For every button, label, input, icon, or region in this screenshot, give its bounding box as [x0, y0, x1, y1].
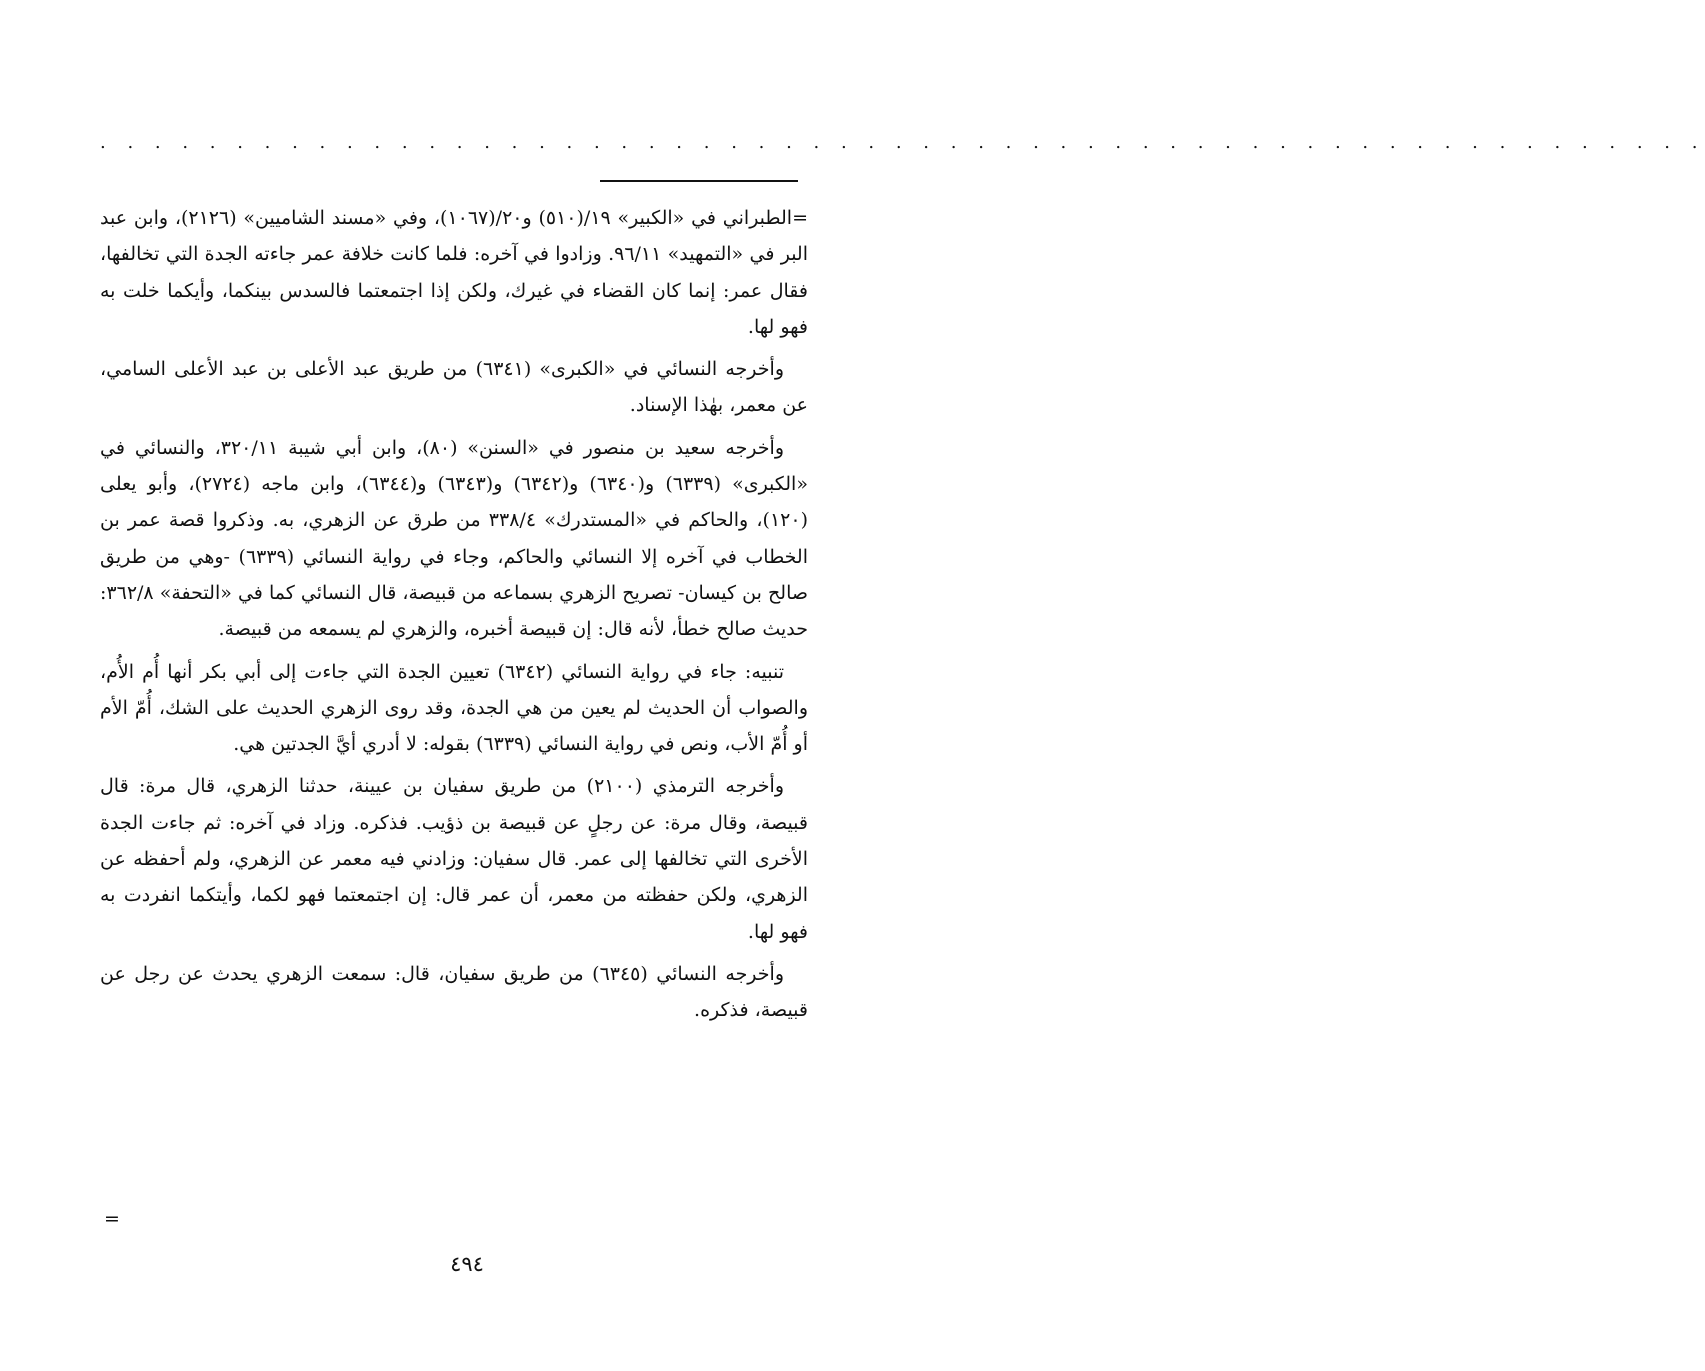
page-number: ٤٩٤	[450, 1252, 484, 1276]
footnote-text	[100, 200, 808, 1035]
paragraph-nasai-kubra: وأخرجه النسائي في «الكبرى» (٦٣٤١) من طريق عبد الأعلى بن عبد الأعلى السامي، عن معمر، بهٰذا الإسناد.	[100, 358, 808, 417]
paragraph-continuation: =الطبراني في «الكبير» ١٩/(٥١٠) و٢٠/(١٠٦٧)، وفي «مسند الشاميين» (٢١٢٦)، وابن عبد البر في «التمهيد» ٩٦/١١. وزادوا في آخره: فلما كانت خلافة عمر جاءته الجدة التي تخالفها، فقال عمر: إنما كان القضاء في غيرك، ولكن إذا اجتمعتما فالسدس بينكما، وأيكما خلت به فهو لها.	[100, 207, 808, 338]
paragraph-nasai-sufyan: وأخرجه النسائي (٦٣٤٥) من طريق سفيان، قال: سمعت الزهري يحدث عن رجل عن قبيصة، فذكره.	[100, 962, 808, 1022]
continuation-mark: =	[104, 1208, 120, 1230]
footnote-rule	[600, 180, 798, 182]
paragraph-tanbih-note: تنبيه: جاء في رواية النسائي (٦٣٤٢) تعيين الجدة التي جاءت إلى أبي بكر أنها أُم الأُم، والصواب أن الحديث لم يعين من هي الجدة، وقد روى الزهري الحديث على الشك، أُمّ الأم أو أُمّ الأب، ونص في رواية النسائي (٦٣٣٩) بقوله: لا أدري أيَّ الجدتين هي.	[100, 660, 808, 756]
paragraph-tirmidhi: وأخرجه الترمذي (٢١٠٠) من طريق سفيان بن عيينة، حدثنا الزهري، قال مرة: قال قبيصة، وقال مرة: عن رجلٍ عن قبيصة بن ذؤيب. فذكره. وزاد في آخره: ثم جاءت الجدة الأخرى التي تخالفها إلى عمر. قال سفيان: وزادني فيه معمر عن الزهري، ولم أحفظه عن الزهري، ولكن حفظته من معمر، أن عمر قال: إن اجتمعتما فهو لكما، وأيتكما انفردت به فهو لها.	[100, 775, 808, 943]
separator-dots: . . . . . . . . . . . . . . . . . . . . . . . . . . . . . . . . . . . . . . . . . . . . . . . . . . . . . . . . . . .	[100, 132, 1705, 153]
paragraph-said-bin-mansur: وأخرجه سعيد بن منصور في «السنن» (٨٠)، وابن أبي شيبة ٣٢٠/١١، والنسائي في «الكبرى» (٦٣٣٩) و(٦٣٤٠) و(٦٣٤٢) و(٦٣٤٣) و(٦٣٤٤)، وابن ماجه (٢٧٢٤)، وأبو يعلى (١٢٠)، والحاكم في «المستدرك» ٣٣٨/٤ من طرق عن الزهري، به. وذكروا قصة عمر بن الخطاب في آخره إلا النسائي والحاكم، وجاء في رواية النسائي (٦٣٣٩) -وهي من طريق صالح بن كيسان- تصريح الزهري بسماعه من قبيصة، قال النسائي كما في «التحفة» ٣٦٢/٨: حديث صالح خطأ، لأنه قال: إن قبيصة أخبره، والزهري لم يسمعه من قبيصة.	[100, 436, 808, 641]
